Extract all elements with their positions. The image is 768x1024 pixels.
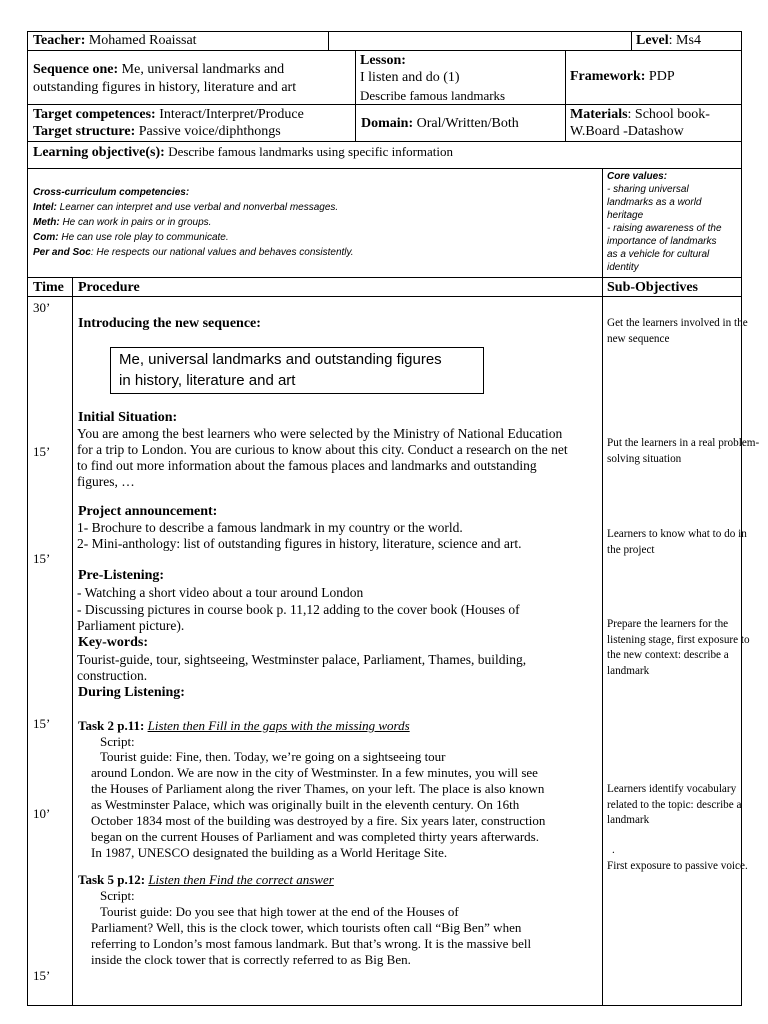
table-border-left	[27, 31, 28, 1006]
sub-objective: Learners identify vocabulary related to the topic: describe a landmark	[607, 783, 742, 826]
pre-listening-line: - Watching a short video about a tour around London	[77, 585, 364, 600]
domain-cell	[361, 116, 519, 132]
materials-value-1: : School book-	[627, 107, 710, 122]
rule	[27, 277, 742, 278]
rule	[72, 277, 73, 1006]
teacher-cell	[33, 33, 197, 49]
script-line: as Westminster Palace, which was originally built in the eleventh century. On 16th	[91, 797, 520, 812]
target-structure-value: Passive voice/diphthongs	[138, 124, 281, 139]
teacher-label: Teacher:	[33, 33, 86, 48]
rule	[27, 1005, 742, 1006]
core-values-line: - sharing universal	[607, 184, 689, 195]
boxed-line-1: Me, universal landmarks and outstanding figures	[119, 351, 442, 368]
sequence-cell	[33, 62, 284, 78]
script-label: Script:	[100, 734, 135, 749]
keywords-line: Tourist-guide, tour, sightseeing, Westminster palace, Parliament, Thames, building,	[77, 652, 527, 667]
competencies-title: Cross-curriculum competencies:	[33, 187, 190, 198]
lesson-line-1: I listen and do (1)	[360, 70, 460, 85]
column-header-procedure: Procedure	[78, 280, 140, 295]
soc-label: Per and Soc	[33, 247, 91, 258]
script-line: Tourist guide: Do you see that high tower at the end of the Houses of	[100, 904, 459, 919]
core-values-line: importance of landmarks	[607, 236, 717, 247]
intel-text: Learner can interpret and use verbal and nonverbal messages.	[59, 202, 339, 213]
intro-title: Introducing the new sequence:	[78, 316, 261, 331]
framework-cell	[570, 69, 675, 85]
pre-listening-line: Parliament picture).	[77, 618, 185, 633]
project-title: Project announcement:	[78, 504, 218, 519]
sub-objective: First exposure to passive voice.	[607, 860, 748, 872]
column-header-sub-objectives: Sub-Objectives	[607, 280, 698, 295]
initial-line: for a trip to London. You are curious to know about this city. Conduct a research on the net	[77, 442, 568, 457]
domain-value: Oral/Written/Both	[416, 116, 519, 131]
target-structure-cell	[33, 124, 281, 140]
time-value: 10’	[33, 806, 51, 821]
initial-line: to find out more information about the famous places and landmarks and outstanding	[77, 458, 537, 473]
com-label: Com:	[33, 232, 59, 243]
target-competences-value: Interact/Interpret/Produce	[159, 107, 304, 122]
sequence-text-1: Me, universal landmarks and	[121, 62, 285, 77]
intel-label: Intel:	[33, 202, 57, 213]
rule	[355, 50, 356, 141]
competency-meth	[33, 216, 211, 229]
task5-instruction: Listen then Find the correct answer	[148, 872, 334, 887]
script-line: the Houses of Parliament along the river Thames, on your left. The place is also known	[91, 781, 545, 796]
project-line: 2- Mini-anthology: list of outstanding figures in history, literature, science and art.	[77, 536, 522, 551]
script-line: October 1834 most of the building was destroyed by a fire. Six years later, construction	[91, 813, 546, 828]
rule	[27, 50, 742, 51]
sequence-text-2: outstanding figures in history, literature and art	[33, 80, 297, 95]
initial-line: You are among the best learners who were selected by the Ministry of National Education	[77, 426, 563, 441]
rule	[602, 277, 603, 1006]
script-line: referring to London’s most famous landmark. But that’s wrong. It is the massive bell	[91, 936, 532, 951]
sub-objective: Get the learners involved in the new sequence	[607, 317, 748, 345]
sub-objective: Learners to know what to do in the project	[607, 528, 747, 556]
sub-objective: Prepare the learners for the listening stage, first exposure to the new context: describe a landmark	[607, 618, 750, 677]
rule	[565, 50, 566, 141]
task5-label: Task 5 p.12:	[78, 872, 146, 887]
core-values-line: identity	[607, 262, 639, 273]
initial-title: Initial Situation:	[78, 410, 178, 425]
materials-cell	[570, 107, 710, 123]
com-text: He can use role play to communicate.	[61, 232, 229, 243]
objective-cell	[33, 144, 453, 161]
lesson-line-2: Describe famous landmarks	[360, 88, 506, 103]
time-value: 15’	[33, 444, 51, 459]
materials-value-2: W.Board -Datashow	[570, 124, 684, 139]
core-values-line: as a vehicle for cultural	[607, 249, 710, 260]
rule	[328, 31, 329, 50]
competency-intel	[33, 201, 338, 214]
script-line: In 1987, UNESCO designated the building as a World Heritage Site.	[91, 845, 448, 860]
initial-line: figures, …	[77, 474, 135, 489]
during-listening-title: During Listening:	[78, 685, 185, 700]
time-value: 15’	[33, 716, 51, 731]
soc-text: : He respects our national values and behaves consistently.	[90, 247, 354, 258]
meth-label: Meth:	[33, 217, 60, 228]
competency-com	[33, 231, 229, 244]
pre-listening-line: - Discussing pictures in course book p. 11,12 adding to the cover book (Houses of	[77, 602, 520, 617]
rule	[27, 31, 742, 32]
task5-line	[78, 872, 334, 888]
core-values-line: heritage	[607, 210, 644, 221]
keywords-title: Key-words:	[78, 635, 148, 650]
meth-text: He can work in pairs or in groups.	[62, 217, 212, 228]
task2-instruction: Listen then Fill in the gaps with the missing words	[147, 718, 410, 733]
task2-line	[78, 718, 410, 734]
script-line: began on the current Houses of Parliament and was completed thirty years afterwards.	[91, 829, 539, 844]
script-line: Tourist guide: Fine, then. Today, we’re going on a sightseeing tour	[100, 749, 446, 764]
sequence-label: Sequence one:	[33, 62, 119, 77]
keywords-line: construction.	[77, 668, 148, 683]
column-header-time: Time	[33, 280, 64, 295]
level-label: Level	[636, 33, 669, 48]
time-value: 15’	[33, 968, 51, 983]
sub-objective: Put the learners in a real problem-solving situation	[607, 437, 760, 465]
materials-label: Materials	[570, 107, 628, 122]
script-line: Parliament? Well, this is the clock tower, which tourists often call “Big Ben” when	[91, 920, 522, 935]
rule	[27, 296, 742, 297]
target-competences-label: Target competences:	[33, 107, 156, 122]
time-value: 30’	[33, 300, 51, 315]
core-values-line: - raising awareness of the	[607, 223, 722, 234]
teacher-name: Mohamed Roaissat	[88, 33, 197, 48]
target-structure-label: Target structure:	[33, 124, 136, 139]
target-competences-cell	[33, 107, 304, 123]
lesson-label: Lesson:	[360, 53, 406, 68]
rule	[27, 141, 742, 142]
objective-value: Describe famous landmarks using specific information	[168, 144, 454, 159]
rule	[27, 168, 742, 169]
time-value: 15’	[33, 551, 51, 566]
competency-soc	[33, 246, 354, 259]
script-line: inside the clock tower that is correctly referred to as Big Ben.	[91, 952, 411, 967]
domain-label: Domain:	[361, 116, 414, 131]
core-values-line: landmarks as a world	[607, 197, 702, 208]
script-line: around London. We are now in the city of Westminster. In a few minutes, you will see	[91, 765, 538, 780]
core-values-title: Core values:	[607, 171, 668, 182]
boxed-line-2: in history, literature and art	[119, 372, 296, 389]
rule	[27, 104, 742, 105]
framework-label: Framework:	[570, 69, 646, 84]
script-label: Script:	[100, 888, 135, 903]
rule	[631, 31, 632, 50]
sub-objective: .	[612, 844, 615, 856]
pre-listening-title: Pre-Listening:	[78, 568, 165, 583]
rule	[602, 168, 603, 277]
level-value: : Ms4	[668, 33, 701, 48]
level-cell	[636, 33, 701, 49]
project-line: 1- Brochure to describe a famous landmark in my country or the world.	[77, 520, 463, 535]
framework-value: PDP	[648, 69, 675, 84]
task2-label: Task 2 p.11:	[78, 718, 145, 733]
objective-label: Learning objective(s):	[33, 145, 165, 160]
